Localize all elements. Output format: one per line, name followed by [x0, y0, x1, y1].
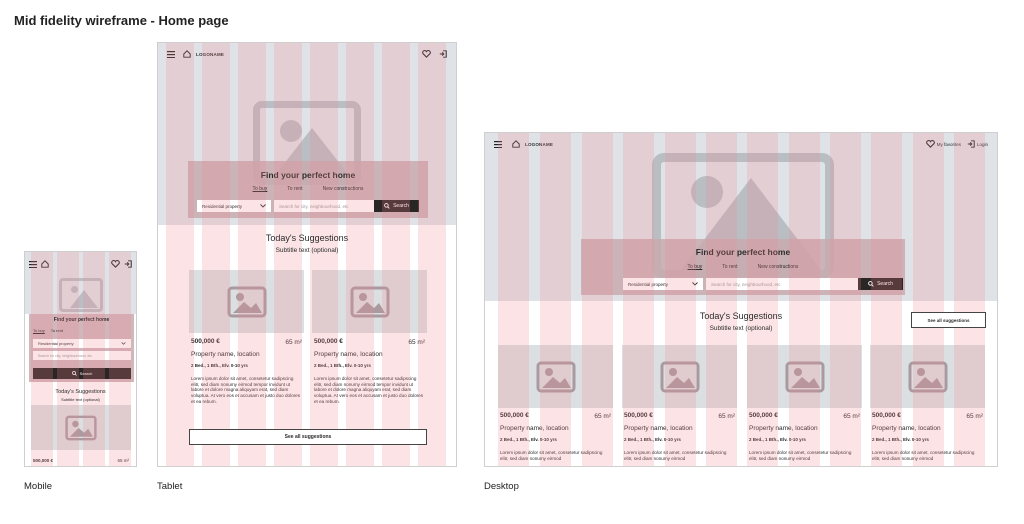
tab-to-buy[interactable]: To buy [33, 328, 45, 333]
property-type-select[interactable] [623, 278, 703, 290]
image-placeholder-icon [536, 361, 576, 393]
login-icon[interactable] [967, 140, 975, 148]
menu-icon[interactable] [167, 51, 175, 58]
property-image [189, 270, 304, 333]
property-description: Lorem ipsum dolor sit amet, consetetur sadipscing elitr, sed diam nonumy eirmod [749, 450, 852, 461]
home-icon[interactable] [183, 50, 191, 58]
property-name: Property name, location [314, 351, 383, 358]
hero-tabs [188, 186, 428, 192]
suggestions-subtitle: Subtitle text (optional) [61, 397, 100, 402]
hero-tabs [581, 264, 905, 270]
search-button-label: Search [393, 203, 409, 209]
search-icon [868, 281, 874, 287]
login-icon[interactable] [124, 260, 132, 268]
property-area: 65 m² [718, 413, 735, 420]
home-icon[interactable] [41, 260, 49, 268]
search-icon [384, 203, 390, 209]
tablet-navbar [158, 43, 456, 65]
see-all-suggestions-button[interactable]: See all suggestions [189, 429, 427, 445]
tab-to-rent[interactable]: To rent [50, 328, 64, 333]
tab-new-constructions[interactable]: New constructions [757, 264, 799, 270]
property-area: 65 m² [843, 413, 860, 420]
menu-icon[interactable] [29, 261, 37, 268]
image-placeholder-icon [350, 286, 390, 318]
property-image [498, 345, 613, 408]
search-button-label: Search [877, 281, 893, 287]
chevron-down-icon [692, 282, 698, 286]
property-name: Property name, location [191, 351, 260, 358]
heart-icon[interactable] [926, 140, 935, 148]
search-button[interactable] [33, 368, 131, 379]
tab-to-buy[interactable]: To buy [687, 264, 703, 270]
heart-icon[interactable] [111, 260, 120, 268]
page-title: Mid fidelity wireframe - Home page [14, 13, 229, 28]
property-image [747, 345, 862, 408]
property-type-select[interactable] [197, 200, 271, 212]
see-all-suggestions-button[interactable]: See all suggestions [911, 312, 986, 328]
chevron-down-icon [260, 204, 266, 208]
property-card[interactable] [622, 345, 737, 467]
property-price: 500,000 € [872, 412, 901, 419]
search-input[interactable]: Search for city, neighbourhood, etc [274, 200, 374, 212]
mobile-frame [24, 251, 137, 467]
property-price: 500,000 € [33, 458, 54, 463]
property-image [622, 345, 737, 408]
property-meta: 2 Bed., 1 Bth., Elv. 0-10 yrs [500, 437, 557, 442]
property-image [870, 345, 985, 408]
device-label-mobile: Mobile [24, 481, 52, 492]
nav-favorites-link[interactable]: My favorites [936, 141, 961, 147]
hero-title: Find your perfect home [260, 170, 356, 180]
tab-to-rent[interactable]: To rent [287, 186, 303, 192]
hero-image-placeholder-icon [59, 278, 103, 312]
hero-title: Find your perfect home [53, 317, 110, 323]
property-description: Lorem ipsum dolor sit amet, consetetur sadipscing elitr, sed diam nonumy eirmod [624, 450, 727, 461]
image-placeholder-icon [785, 361, 825, 393]
property-card[interactable] [747, 345, 862, 467]
tab-to-rent[interactable]: To rent [722, 264, 738, 270]
brand-logo[interactable]: LOGONAME [196, 51, 225, 57]
search-button[interactable] [858, 278, 903, 290]
suggestions-subtitle: Subtitle text (optional) [709, 325, 773, 332]
property-description: Lorem ipsum dolor sit amet, consetetur sadipscing elitr, sed diam nonumy eirmod tempor invidunt ut labore et dolore magna aliquyam erat, sed diam voluptua. At vero eos et accusam et justo duo dolores et ea rebum. [191, 376, 301, 404]
property-area: 65 m² [285, 339, 302, 346]
property-card[interactable] [312, 270, 427, 415]
property-type-value: Residential property [202, 203, 243, 209]
image-placeholder-icon [65, 415, 97, 441]
image-placeholder-icon [227, 286, 267, 318]
login-icon[interactable] [439, 50, 447, 58]
search-input[interactable]: Search for city, neighbourhood, etc [33, 351, 131, 360]
search-button-label: Search [79, 371, 93, 376]
property-price: 500,000 € [314, 338, 343, 345]
property-name: Property name, location [500, 425, 569, 432]
device-label-tablet: Tablet [157, 481, 183, 492]
property-price: 500,000 € [500, 412, 529, 419]
search-button[interactable] [374, 200, 419, 212]
property-meta: 2 Bed., 1 Bth., Elv. 0-10 yrs [314, 363, 371, 368]
property-area: 65 m² [966, 413, 983, 420]
hero-tabs [29, 328, 134, 333]
device-label-desktop: Desktop [484, 481, 519, 492]
tab-new-constructions[interactable]: New constructions [322, 186, 364, 192]
property-name: Property name, location [749, 425, 818, 432]
property-area: 65 m² [594, 413, 611, 420]
heart-icon[interactable] [422, 50, 431, 58]
tablet-frame [157, 42, 457, 467]
property-meta: 2 Bed., 1 Bth., Elv. 0-10 yrs [191, 363, 248, 368]
property-image [31, 405, 131, 450]
property-price: 500,000 € [191, 338, 220, 345]
hero-search-panel [188, 161, 428, 218]
hero-search-panel [581, 239, 905, 295]
search-input[interactable]: Search for city, neighbourhood, etc [706, 278, 858, 290]
property-description: Lorem ipsum dolor sit amet, consetetur sadipscing elitr, sed diam nonumy eirmod tempor invidunt ut labore et dolore magna aliquyam erat, sed diam voluptua. At vero eos et accusam et justo duo dolores et ea rebum. [314, 376, 424, 404]
property-meta: 2 Bed., 1 Bth., Elv. 0-10 yrs [872, 437, 929, 442]
suggestions-subtitle: Subtitle text (optional) [275, 247, 339, 254]
property-name: Property name, location [872, 425, 941, 432]
property-type-value: Residential property [38, 341, 74, 346]
hero-title: Find your perfect home [695, 247, 791, 257]
hero-search-panel [29, 314, 134, 382]
desktop-frame [484, 132, 998, 467]
property-type-value: Residential property [628, 281, 669, 287]
mobile-navbar [25, 252, 136, 276]
tab-to-buy[interactable]: To buy [252, 186, 268, 192]
image-placeholder-icon [660, 361, 700, 393]
property-description: Lorem ipsum dolor sit amet, consetetur sadipscing elitr, sed diam nonumy eirmod [500, 450, 603, 461]
property-type-select[interactable] [33, 339, 131, 348]
property-image [312, 270, 427, 333]
property-description: Lorem ipsum dolor sit amet, consetetur sadipscing elitr, sed diam nonumy eirmod [872, 450, 975, 461]
property-card[interactable] [870, 345, 985, 467]
desktop-navbar [485, 133, 997, 155]
brand-logo[interactable]: LOGONAME [525, 141, 554, 147]
property-price: 500,000 € [749, 412, 778, 419]
property-area: 65 m² [117, 458, 129, 463]
property-area: 65 m² [408, 339, 425, 346]
search-icon [72, 371, 77, 376]
nav-login-link[interactable]: Login [976, 141, 988, 147]
suggestions-title: Today's Suggestions [699, 311, 783, 321]
home-icon[interactable] [512, 140, 520, 148]
chevron-down-icon [121, 342, 126, 345]
property-meta: 2 Bed., 1 Bth., Elv. 0-10 yrs [749, 437, 806, 442]
property-price: 500,000 € [624, 412, 653, 419]
suggestions-title: Today's Suggestions [55, 389, 106, 395]
property-card[interactable] [31, 405, 131, 467]
image-placeholder-icon [908, 361, 948, 393]
property-card[interactable] [189, 270, 304, 415]
property-name: Property name, location [624, 425, 693, 432]
suggestions-title: Today's Suggestions [265, 233, 349, 243]
menu-icon[interactable] [494, 141, 502, 148]
property-card[interactable] [498, 345, 613, 467]
property-meta: 2 Bed., 1 Bth., Elv. 0-10 yrs [624, 437, 681, 442]
